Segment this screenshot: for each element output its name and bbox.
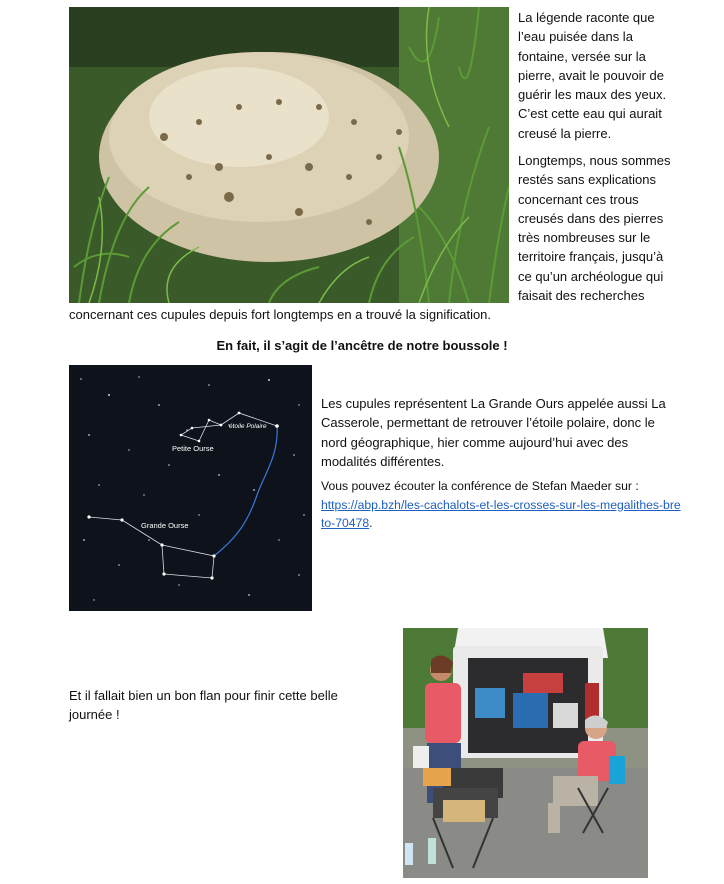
link-suffix: . — [369, 516, 373, 531]
legend-paragraph: La légende raconte que l’eau puisée dans la fontaine, versée sur la pierre, avait le pouvoir de guérir les maux des yeux. C’est cette eau qui aurait creusé la pierre. — [518, 10, 667, 141]
picnic-photo — [403, 628, 648, 878]
star-map-image — [69, 365, 312, 611]
closing-text: Et il fallait bien un bon flan pour finir cette belle journée ! — [69, 688, 338, 723]
explanation-paragraph: Longtemps, nous sommes restés sans explications concernant ces trous creusés dans des pierres très nombreuses sur le territoire français, jusqu’à ce qu’un archéologue qui faisait des recherches — [518, 153, 671, 304]
petite-ourse-label: Petite Ourse — [172, 444, 214, 453]
cupules-explanation: Les cupules représentent La Grande Ours appelée aussi La Casserole, permettant de retrouver l’étoile polaire, donc le nord géographique, hier comme aujourd’hui avec des modalités différentes. — [321, 396, 666, 469]
conference-link[interactable]: https://abp.bzh/les-cachalots-et-les-crosses-sur-les-megalithes-breto-70478 — [321, 497, 681, 531]
etoile-polaire-label: étoile Polaire — [229, 423, 267, 430]
grande-ourse-label: Grande Ourse — [141, 521, 189, 530]
cupule-stone-photo — [69, 7, 509, 303]
conference-paragraph — [321, 477, 681, 533]
conference-intro: Vous pouvez écouter la conférence de Stefan Maeder sur : — [321, 479, 639, 493]
explanation-paragraph-continued: concernant ces cupules depuis fort longtemps en a trouvé la signification. — [69, 307, 492, 322]
headline: En fait, il s’agit de l’ancêtre de notre boussole ! — [216, 338, 508, 353]
